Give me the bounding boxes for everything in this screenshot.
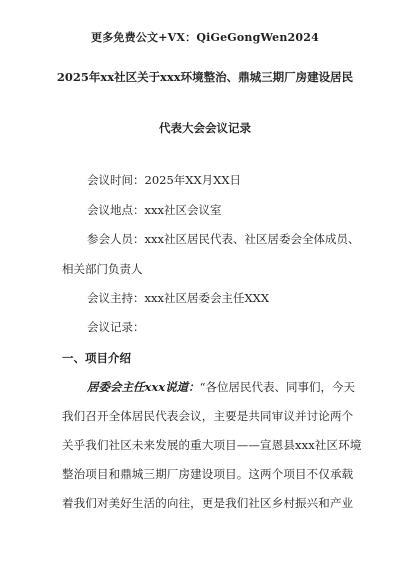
meeting-record-label: 会议记录：	[87, 320, 145, 334]
document-title-line-1: 2025年xx社区关于xxx环境整治、鼎城三期厂房建设居民	[56, 70, 354, 84]
paragraph-line-2: 我们召开全体居民代表会议，主要是共同审议并讨论两个	[62, 409, 354, 423]
paragraph-line-3: 关乎我们社区未来发展的重大项目——宣恩县xxx社区环境	[62, 438, 362, 452]
meeting-host: 会议主持：xxx社区居委会主任XXX	[87, 291, 270, 305]
paragraph-line-1	[87, 380, 355, 394]
header-note: 更多免费公文+VX：QiGeGongWen2024	[91, 31, 319, 44]
document-title-line-2: 代表大会会议记录	[159, 121, 251, 135]
paragraph-line-5: 着我们对美好生活的向往，更是我们社区乡村振兴和产业	[62, 496, 354, 510]
speaker-label: 居委会主任xxx说道：	[87, 380, 200, 394]
meeting-place: 会议地点：xxx社区会议室	[87, 203, 222, 217]
meeting-attendees: 参会人员：xxx社区居民代表、社区居委会全体成员、	[87, 232, 360, 246]
meeting-time: 会议时间：2025年XX月XX日	[87, 173, 242, 187]
meeting-attendees-continued: 相关部门负责人	[62, 262, 143, 276]
section-heading: 一、项目介绍	[62, 351, 131, 365]
paragraph-line-1-text: “各位居民代表、同事们，今天	[199, 380, 355, 394]
paragraph-line-4: 整治项目和鼎城三期厂房建设项目。这两个项目不仅承载	[62, 467, 354, 481]
